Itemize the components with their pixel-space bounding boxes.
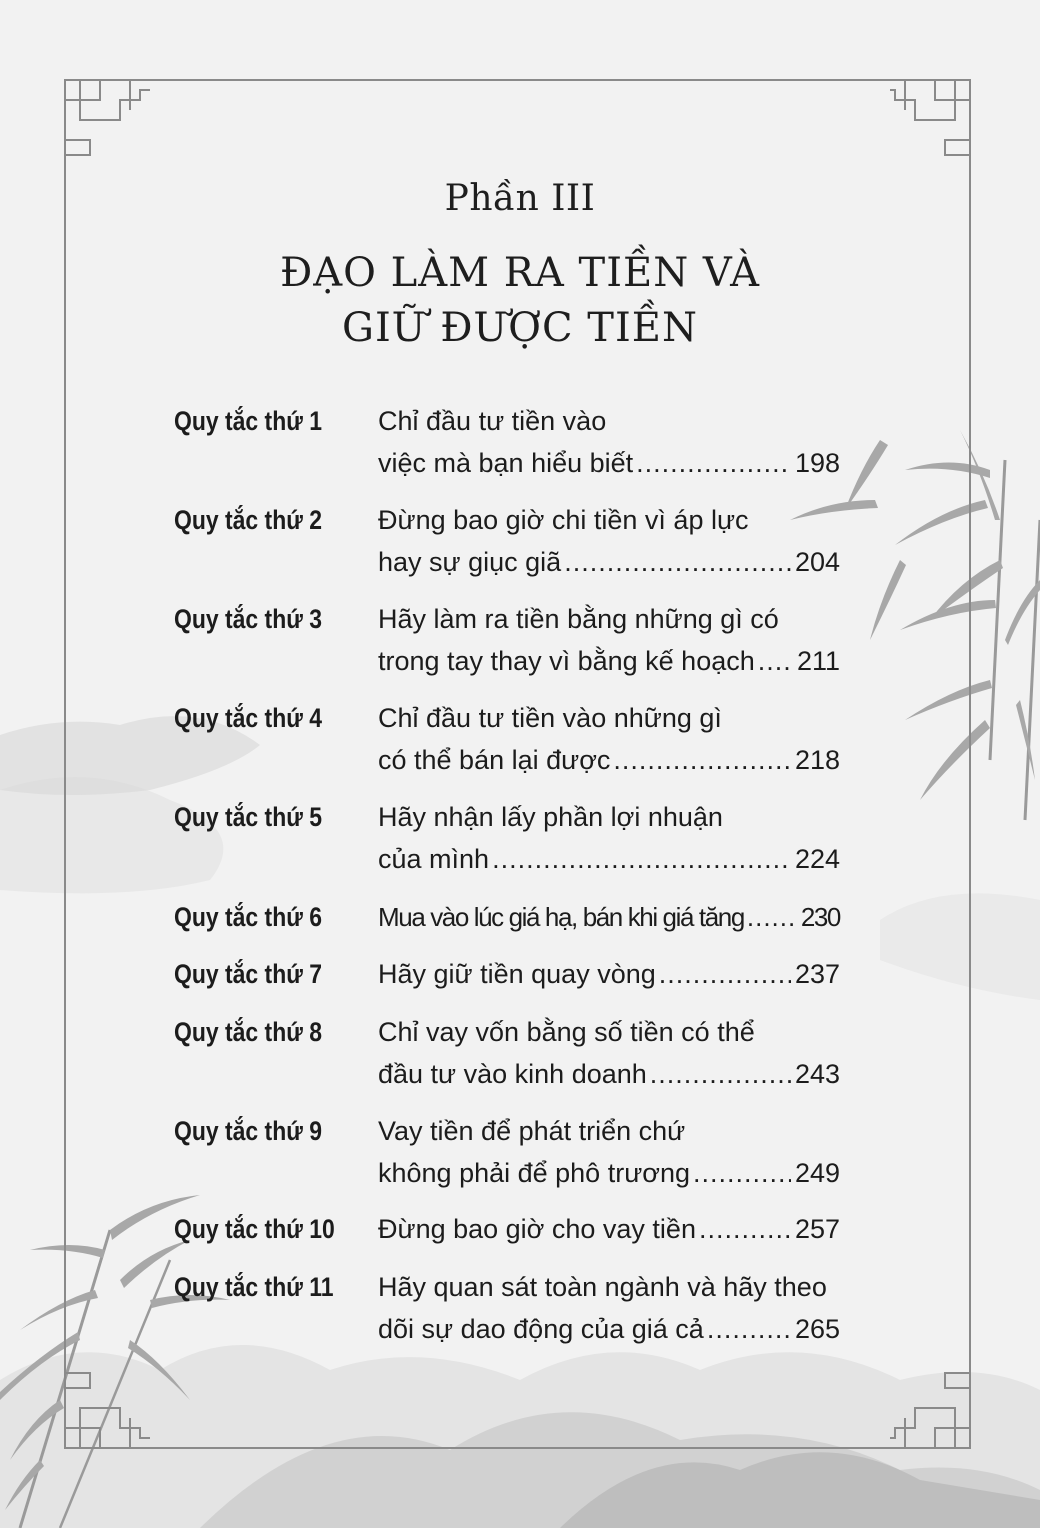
- entry-line: dõi sự dao động của giá cả: [378, 1314, 704, 1344]
- entry-line: của mình: [378, 844, 490, 874]
- entry-label: Quy tắc thứ 2: [174, 505, 322, 535]
- entry-text: [378, 400, 840, 484]
- leader-dots: [699, 1208, 791, 1250]
- page-number: 211: [796, 646, 840, 676]
- entry-line: Vay tiền để phát triển chứ: [378, 1116, 686, 1146]
- entry-line: có thể bán lại được: [378, 745, 611, 775]
- entry-line: không phải để phô trương: [378, 1158, 691, 1188]
- page-number: 198: [794, 448, 840, 478]
- entry-line: trong tay thay vì bằng kế hoạch: [378, 646, 755, 676]
- entry-label: Quy tắc thứ 3: [174, 604, 322, 634]
- entry-label: Quy tắc thứ 9: [174, 1116, 322, 1146]
- entry-line: việc mà bạn hiểu biết: [378, 448, 634, 478]
- entry-label: Quy tắc thứ 5: [174, 802, 322, 832]
- leader-dots: [758, 640, 793, 682]
- page-number: 230: [800, 902, 840, 932]
- entry-line: Đừng bao giờ chi tiền vì áp lực: [378, 505, 749, 535]
- entry-text: [378, 598, 840, 682]
- entry-line: hay sự giục giã: [378, 547, 562, 577]
- part-label: Phần III: [444, 178, 596, 219]
- entry-line: Đừng bao giờ cho vay tiền: [378, 1214, 696, 1244]
- entry-line: Hãy nhận lấy phần lợi nhuận: [378, 802, 723, 832]
- entry-line: Chỉ đầu tư tiền vào những gì: [378, 703, 722, 733]
- entry-line: đầu tư vào kinh doanh: [378, 1059, 647, 1089]
- entry-label: Quy tắc thứ 8: [174, 1017, 322, 1047]
- entry-text: [378, 499, 840, 583]
- entry-text: [378, 953, 840, 995]
- page-number: 204: [794, 547, 840, 577]
- entry-label: Quy tắc thứ 6: [174, 902, 322, 932]
- page-number: 218: [794, 745, 840, 775]
- page-number: 265: [794, 1314, 840, 1344]
- entry-text: [378, 1208, 840, 1250]
- leader-dots: [693, 1152, 791, 1194]
- leader-dots: [707, 1308, 791, 1350]
- page-number: 243: [794, 1059, 840, 1089]
- page-number: 249: [794, 1158, 840, 1188]
- leader-dots: [659, 953, 791, 995]
- entry-line: Hãy giữ tiền quay vòng: [378, 959, 656, 989]
- entry-label: Quy tắc thứ 10: [174, 1214, 335, 1244]
- leader-dots: [613, 739, 791, 781]
- entry-text: [378, 796, 840, 880]
- leader-dots: [564, 541, 791, 583]
- entry-line: Chỉ vay vốn bằng số tiền có thể: [378, 1017, 755, 1047]
- page-number: 257: [794, 1214, 840, 1244]
- entry-label: Quy tắc thứ 7: [174, 959, 322, 989]
- section-title-line: ĐẠO LÀM RA TIỀN VÀ: [280, 250, 760, 296]
- leader-dots: [636, 442, 791, 484]
- entry-line: Chỉ đầu tư tiền vào: [378, 406, 607, 436]
- page-number: 237: [794, 959, 840, 989]
- entry-label: Quy tắc thứ 4: [174, 703, 322, 733]
- entry-text: [378, 697, 840, 781]
- entry-text: [378, 1266, 840, 1350]
- entry-line: Mua vào lúc giá hạ, bán khi giá tăng: [378, 902, 744, 932]
- leader-dots: [747, 896, 797, 938]
- entry-line: Hãy quan sát toàn ngành và hãy theo: [378, 1272, 827, 1302]
- entry-label: Quy tắc thứ 1: [174, 406, 322, 436]
- page-number: 224: [794, 844, 840, 874]
- leader-dots: [650, 1053, 791, 1095]
- section-title-line: GIỮ ĐƯỢC TIỀN: [342, 305, 698, 351]
- entry-label: Quy tắc thứ 11: [174, 1272, 334, 1302]
- entry-text: [378, 1011, 840, 1095]
- entry-text: [378, 896, 840, 938]
- entry-line: Hãy làm ra tiền bằng những gì có: [378, 604, 779, 634]
- entry-text: [378, 1110, 840, 1194]
- leader-dots: [492, 838, 791, 880]
